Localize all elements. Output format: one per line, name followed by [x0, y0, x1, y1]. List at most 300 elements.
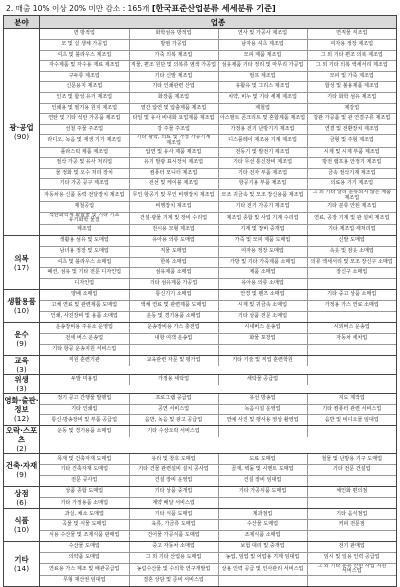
grid-row [40, 212, 396, 224]
industry-cell: 무형 재산권 임대업 [40, 576, 129, 587]
section-row [4, 542, 397, 587]
industry-cell: 운송장비용 주유소 운영업 [40, 323, 129, 334]
industry-cell: 절삭 가공 및 유사 처리업 [40, 158, 129, 169]
industry-cell: 펄프 제조업 [218, 71, 307, 82]
grid-row [40, 394, 396, 405]
industry-cell: 기타 기술 및 직업 훈련학원 [218, 356, 307, 367]
table-body [4, 29, 397, 587]
industry-cell: 신발 도매업 [307, 236, 396, 247]
industry-cell: 전문 공사업 [40, 476, 129, 487]
grid-row [40, 71, 396, 82]
industry-cell: 방염 가공업 [129, 40, 218, 51]
industry-cell: 생활용 섬유 및 도매업 [40, 236, 129, 247]
industry-cell: 그 외 기타 편조 의복 제조업 [307, 50, 396, 61]
industry-cell: 의류 액세서리 및 모조 장신구 소매업 [307, 257, 396, 268]
industry-cell: 연사 및 가공사 제조업 [218, 29, 307, 40]
industry-cell: 프로그램 공급업 [129, 394, 218, 405]
industry-cell: 농림수산물 및 수의학 연구개발업 [129, 563, 218, 575]
industry-cell: 운동 및 경기용품 소매업 [129, 311, 218, 322]
industry-cell: 합성 및 불용제품 제조업 [307, 82, 396, 93]
industry-table [3, 15, 397, 587]
section-name: 오락·스포츠 [5, 426, 38, 445]
industry-cell: 자수제품 및 자수용 재료 제조업 [40, 61, 129, 72]
grid-row [40, 344, 396, 355]
grid-row [40, 415, 396, 426]
section-grid [40, 290, 397, 323]
industry-cell: 기타 무선 통신장비 제조업 [218, 158, 307, 169]
section-category [4, 426, 40, 454]
industry-cell: 기타 섬유제품 가공업 [129, 278, 218, 289]
industry-cell: 남녀용 정장 및 도매업 [40, 247, 129, 258]
section-name: 의복 [14, 253, 29, 263]
industry-cell: 내항 여객 운송업 [129, 333, 218, 344]
section-count: (90) [13, 132, 30, 142]
industry-cell: 임시 및 일용 인력 공급업 [307, 553, 396, 564]
grid-row [40, 290, 396, 301]
industry-cell: 라디오, 녹음 및 재생 기기 제조업 [40, 135, 129, 147]
industry-cell: 항공기용 부품 제조업 [218, 179, 307, 190]
section-count: (14) [13, 564, 30, 574]
section-count: (12) [13, 413, 30, 423]
industry-cell: 통신·방송장비 및 부품 공급업 [40, 415, 129, 426]
section-grid [40, 487, 397, 509]
grid-row [40, 124, 396, 135]
grid-row [40, 82, 396, 93]
industry-cell [307, 476, 396, 487]
industry-cell [218, 498, 307, 509]
industry-cell [307, 576, 396, 587]
industry-cell: 연료용 가스 제조 및 배관공급업 [40, 563, 129, 575]
industry-cell: 기타 전자 부품 제조업 [218, 168, 307, 179]
industry-cell: 섬유제품 소매업 [129, 268, 218, 279]
industry-cell: 그 외 기타 달리 분류되지 않은 제품 제조업 [307, 190, 396, 202]
industry-cell: 연결 및 전환장치 제조업 [307, 124, 396, 135]
industry-grid [40, 236, 396, 289]
industry-cell: 물 정화 및 오수 처리 장치 [40, 168, 129, 179]
industry-cell: 기타 광학, 의료 및 가정 가공기계 제조업 [129, 135, 218, 147]
grid-row [40, 179, 396, 190]
section-grid [40, 29, 397, 236]
grid-row [40, 563, 396, 575]
industry-cell: 셔츠 및 블라우스 소매업 [40, 257, 129, 268]
industry-cell: 가죽 및 모피 제품 도매업 [218, 236, 307, 247]
grid-row [40, 268, 396, 279]
industry-cell: 유활유 및 그리스 제조업 [218, 82, 307, 93]
section-name: 건축·자재 [5, 461, 38, 471]
section-row [4, 355, 397, 374]
industry-cell: 기타 제조업 재처리업 [327, 226, 376, 233]
section-count: (10) [13, 525, 30, 535]
industry-cell: 모피 제품 제조업 [218, 50, 307, 61]
industry-cell: 육류, 가금류 도매업 [129, 520, 218, 531]
industry-grid [40, 323, 396, 355]
industry-cell: 여자용 정장 제조업 [307, 40, 396, 51]
industry-cell: 열간 압연 및 압출제품 제조업 [129, 103, 218, 114]
industry-cell [218, 344, 307, 355]
industry-cell: 전기 판매업 [307, 542, 396, 553]
grid-row [40, 333, 396, 344]
industry-grid [40, 290, 396, 322]
industry-cell: 기타 가정용품 소매업 [40, 498, 129, 509]
grid-row [40, 257, 396, 268]
industry-cell: 정기 공고 간행물 발행업 [40, 394, 129, 405]
industry-cell: 패션, 섬유 및 기타 전문 디자인업 [40, 268, 129, 279]
industry-cell: 기타 전기 가공기 제조업 [218, 202, 307, 213]
industry-cell: 기타 인쇄업 [40, 404, 129, 415]
grid-row [40, 236, 396, 247]
grid-row [40, 542, 396, 553]
section-row [4, 322, 397, 355]
industry-cell: 기타 식품 도매업 [129, 509, 218, 520]
industry-cell: 연탄 및 기타 석탄 가공품 제조업 [40, 114, 129, 125]
industry-cell: 그 외 기타 산업용 도매업 [129, 553, 218, 564]
section-count: (10) [13, 305, 30, 315]
industry-cell: 커피 전문점 [307, 520, 396, 531]
section-grid [40, 509, 397, 542]
section-grid [40, 393, 397, 426]
industry-cell: 안경 및 렌즈 소매업 [218, 290, 307, 301]
industry-cell [307, 356, 396, 367]
industry-cell: 공연 서비스업 [129, 404, 218, 415]
industry-cell: 가죽 의복 제조업 [129, 50, 218, 61]
industry-cell [307, 498, 396, 509]
industry-cell: 선철 주물 주조업 [40, 124, 129, 135]
industry-cell: 기타 중고 상품 소매업 [307, 290, 396, 301]
industry-cell: 인조 및 합성 유기 제조업 [40, 93, 129, 104]
section-row [4, 393, 397, 426]
industry-cell: 셔츠 및 블라우스 제조업 [40, 50, 129, 61]
industry-cell: 액체 연료 및 관련제품 도매업 [129, 301, 218, 312]
section-row [4, 374, 397, 393]
industry-cell: 전동기 및 발전기 제조업 [218, 147, 307, 158]
section-category [4, 355, 40, 374]
industry-cell: 무인 항공기 및 무인 비행장치 제조업 [129, 190, 218, 202]
industry-cell: 양배 소매업 [40, 290, 129, 301]
industry-cell: 건설 장비 운영업 [129, 476, 218, 487]
section-row [4, 454, 397, 487]
industry-cell: 기타 항공 운송지원 서비스업 [40, 344, 129, 355]
industry-cell: 기타 상품 중개업 [129, 487, 218, 498]
industry-cell: 금형 및 주형 제조업 [307, 135, 396, 147]
industry-cell: 직물 도매업 [129, 247, 218, 258]
industry-cell: 곡물 및 식물 도매업 [40, 520, 129, 531]
header-industry: 업종 [40, 16, 397, 29]
grid-row [40, 114, 396, 125]
industry-cell: 기타 상품 전문 소매업 [218, 311, 307, 322]
section-grid [40, 355, 397, 374]
industry-cell: 기타 건물 관련설비 설치 공사업 [129, 465, 218, 476]
industry-cell: 면직물 직조업 [307, 29, 396, 40]
industry-cell: 상품 종합 도매업 [40, 487, 129, 498]
industry-cell: 과실, 채소 도매업 [40, 509, 129, 520]
industry-cell: 기타 가공 공구 제조업 [40, 179, 129, 190]
grid-row [40, 135, 396, 147]
section-category [4, 29, 40, 236]
section-count: (6) [16, 497, 27, 507]
section-category [4, 322, 40, 355]
grid-row [40, 147, 396, 158]
industry-cell: 강 주물 주조업 [129, 124, 218, 135]
industry-cell: 플라스틱 제품 제조업 [40, 147, 129, 158]
grid-row [40, 224, 396, 235]
industry-cell: 기타 수상오락 서비스업 [129, 426, 218, 437]
industry-cell: 기계 및 장비 중개업 [218, 224, 307, 235]
section-row [4, 487, 397, 509]
section-grid [40, 374, 397, 393]
grid-row [40, 426, 396, 437]
industry-cell: 건어물 가공식품 도매업 [129, 531, 218, 542]
industry-cell: 연료, 공장 기계 및 관 설비 제조업 [307, 212, 396, 224]
industry-cell: 전세 버스 운송업 [40, 333, 129, 344]
section-grid [40, 426, 397, 454]
industry-cell: 고체 연료 및 관련제품 도매업 [40, 301, 129, 312]
industry-cell [307, 344, 396, 355]
section-name: 교육 [14, 355, 29, 365]
grid-row [40, 247, 396, 258]
industry-cell: 장신구 소매업 [307, 268, 396, 279]
industry-grid [40, 509, 396, 541]
industry-cell: 체인화 편의점 [307, 487, 396, 498]
industry-cell: 통신기기 소매업 [129, 290, 218, 301]
industry-cell: 수산물 도매업 [40, 542, 129, 553]
industry-cell: 유리 및 창호 도매업 [129, 454, 218, 465]
industry-cell: 제조업 종합 및 사업 기계 수리업 [218, 212, 307, 224]
industry-cell: 그 외 기타 분류 안된 사업 지원 서비스업 [307, 563, 396, 575]
grid-row [40, 50, 396, 61]
section-name: 영화·출판·정보 [4, 395, 39, 414]
grid-row [40, 553, 396, 564]
industry-cell: 전선 및 케이블 제조업 [129, 179, 218, 190]
header-field: 분야 [4, 16, 40, 29]
industry-cell: 제품 소매업 [218, 268, 307, 279]
industry-cell: 가방 및 기타 가죽제품 소매업 [218, 257, 307, 268]
grid-row [40, 375, 396, 386]
grid-row [40, 190, 396, 202]
industry-grid [40, 487, 396, 508]
industry-cell [307, 278, 396, 289]
industry-cell: 전시용 모형 제조업 [129, 224, 218, 235]
industry-cell: 조제식품 소매업 [218, 531, 307, 542]
section-count: (9) [16, 470, 27, 480]
industry-cell: 방전 램프용 안정기 제조업 [307, 158, 396, 169]
section-category [4, 487, 40, 509]
industry-cell [218, 576, 307, 587]
industry-cell: 제과점업 [218, 509, 307, 520]
section-count: (9) [16, 338, 27, 348]
section-name: 광·공업 [9, 123, 34, 133]
section-grid [40, 322, 397, 355]
industry-cell: 시계 및 귀금속 소매업 [218, 301, 307, 312]
title-classification: [한국표준산업분류 세세분류 기준] [151, 3, 276, 13]
industry-cell: 디스플레이 제조용 기계 제조업 [218, 135, 307, 147]
industry-cell: 유아용 의류 도매업 [129, 236, 218, 247]
industry-cell: 기타 인쇄관련 산업 [129, 82, 218, 93]
industry-cell [307, 375, 396, 386]
industry-cell: 수산물 도매업 [218, 520, 307, 531]
industry-cell: 시외버스 운송업 [307, 323, 396, 334]
industry-cell: 섬유제품 기타 정리 및 마무리 가공업 [218, 61, 307, 72]
header-row [4, 16, 397, 29]
industry-cell: 가정용 가스 연료 소매업 [307, 301, 396, 312]
industry-cell: 중고 자동차 소매업 [129, 542, 218, 553]
industry-cell: 세탁물 공급업 [218, 375, 307, 386]
grid-row [40, 454, 396, 465]
grid-row [40, 311, 396, 322]
industry-cell: 음반, 녹음 및 광고 공급업 [129, 415, 218, 426]
industry-cell: 건설 장비 임대업 [218, 476, 307, 487]
industry-cell: 제강업 [307, 103, 396, 114]
industry-cell [307, 311, 396, 322]
industry-cell: 인쇄, 사진장비 및 용품 소매업 [40, 311, 129, 322]
industry-cell: 유기 발광 표시장치 제조업 [129, 158, 218, 169]
industry-cell: 강관 가공품 및 관 연결구류 제조업 [307, 114, 396, 125]
industry-cell: 치약, 비누 및 기타 세제 제조업 [218, 93, 307, 104]
industry-cell: 기타 가공식품 도매업 [218, 487, 307, 498]
industry-cell: 모조 귀금속 및 모조 장신용품 제조업 [218, 190, 307, 202]
industry-grid [40, 454, 396, 486]
industry-cell: 제철공업 [40, 202, 129, 213]
section-name: 상점 [14, 488, 29, 498]
grid-row [40, 40, 396, 51]
grid-row [40, 61, 396, 72]
industry-grid [40, 542, 396, 586]
grid-row [40, 465, 396, 476]
industry-cell: 모 및 실 생체 가공업 [40, 40, 129, 51]
grid-row [40, 278, 396, 289]
industry-cell: 남자용 셔츠 제조업 [218, 40, 307, 51]
industry-cell: 계약 배달 서비스업 [129, 498, 218, 509]
industry-cell: 운송장비용 가스 충전업 [129, 323, 218, 334]
industry-grid [40, 375, 396, 386]
section-name: 운수 [14, 329, 29, 339]
grid-row [40, 498, 396, 509]
industry-cell [307, 426, 396, 437]
grid-row [40, 509, 396, 520]
industry-cell: 연예 사진 및 행사용 영상 촬영업 [218, 415, 307, 426]
industry-cell: 석탄화학계 화합물 및 기타 기초 유기화학 물질 [40, 212, 129, 224]
grid-row [40, 93, 396, 104]
industry-cell: 화장품 제조업 [129, 93, 218, 104]
section-name: 식품 [14, 516, 29, 526]
section-category [4, 509, 40, 542]
industry-grid [40, 356, 396, 367]
industry-cell [129, 344, 218, 355]
industry-cell: 신문용지 제조업 [40, 82, 129, 93]
section-grid [40, 454, 397, 487]
grid-row [40, 487, 396, 498]
section-category [4, 290, 40, 323]
section-name: 생활용품 [7, 296, 36, 306]
industry-cell: 의약품 도매업 [40, 553, 129, 564]
industry-cell: 컴퓨터 모니터 제조업 [129, 168, 218, 179]
industry-cell: 교육관련 자문 및 평가업 [129, 356, 218, 367]
section-grid [40, 236, 397, 290]
industry-cell: 화학섬유 방적업 [129, 29, 218, 40]
industry-cell: 기타 건축자재 도매업 [40, 465, 129, 476]
industry-cell: 한복 소매업 [129, 257, 218, 268]
section-row [4, 29, 397, 236]
industry-cell: 음반 및 비디오물 임대업 [324, 416, 379, 423]
industry-cell: 보험 대리 및 중개업 [218, 542, 307, 553]
industry-cell: 인쇄용 및 필기용 원지 제조업 [40, 103, 129, 114]
industry-cell: 기타 신발 제조업 [129, 71, 218, 82]
section-count: (3) [16, 383, 27, 393]
industry-cell: 결혼 상담 및 준비 서비스업 [129, 576, 218, 587]
grid-row [40, 202, 396, 213]
industry-cell: 타일 및 유사 비내화 요업제품 제조업 [129, 114, 218, 125]
industry-cell [307, 531, 396, 542]
industry-cell: 식용 수산물 및 조제식품 판매업 [40, 531, 129, 542]
grid-row [40, 103, 396, 114]
grid-row [40, 158, 396, 169]
industry-cell: 제철업 [218, 103, 307, 114]
industry-cell: 기타 전문 건설업 [307, 465, 396, 476]
section-count: (3) [16, 364, 27, 374]
industry-cell: 농업, 임업 및 어업용 기계 임대업 [218, 553, 307, 564]
industry-cell [218, 426, 307, 437]
industry-cell: 기타 분류 안된 제조업 [307, 202, 396, 213]
section-row [4, 236, 397, 290]
industry-cell: 두발 미용업 [40, 375, 129, 386]
grid-row [40, 323, 396, 334]
industry-cell: 도료 도매업 [218, 454, 307, 465]
industry-cell: 의료용 기기 제조업 [307, 179, 396, 190]
industry-cell: 구두류 제조업 [40, 71, 129, 82]
grid-row [40, 168, 396, 179]
industry-cell: 제조업 [40, 224, 129, 235]
section-category [4, 542, 40, 587]
industry-cell: 건설·광물 기계 및 장비 수리업 [129, 212, 218, 224]
industry-cell: 디자인업 [40, 278, 129, 289]
industry-cell: 목재 및 건축자재 도매업 [40, 454, 129, 465]
grid-row [40, 476, 396, 487]
industry-cell: 시계 및 시계 부품 제조업 [307, 147, 396, 158]
industry-cell: 상용 인력 공급 및 인사관리 서비스업 [218, 563, 307, 575]
industry-cell: 지도 제작업 [307, 394, 396, 405]
section-row [4, 426, 397, 454]
section-name: 위생 [14, 374, 29, 384]
section-count: (17) [13, 262, 30, 272]
title-prefix: 2. 매출 10% 이상 20% 미만 감소 : 165개 [6, 4, 150, 13]
industry-cell: 압연 및 유사 제품 제조업 [129, 147, 218, 158]
industry-cell: 자동차 세차업 [307, 333, 396, 344]
industry-cell: 기타 화학 섬유 제조업 [307, 93, 396, 104]
industry-cell: 가정용 세탁업 [129, 375, 218, 386]
industry-cell: 유아용 의류 소매업 [218, 278, 307, 289]
industry-cell: 운동 및 경기용품 소매업 [40, 426, 129, 437]
industry-cell: 그 외 기타 의복 액세서리 제조업 [307, 61, 396, 72]
industry-cell: 자동차용 신품 동력 전달장치 제조업 [40, 190, 129, 202]
industry-cell: 유선 방송업 [218, 394, 307, 405]
industry-cell: 화물 포장업 [218, 333, 307, 344]
industry-cell: 직원 훈련기관 [40, 356, 129, 367]
grid-row [40, 29, 396, 40]
section-count: (2) [16, 444, 27, 454]
section-grid [40, 542, 397, 587]
industry-cell: 금속 절삭기계 제조업 [307, 168, 396, 179]
industry-grid [40, 394, 396, 426]
industry-grid [40, 426, 396, 437]
industry-cell: 비행장치 제조업 [129, 202, 218, 213]
industry-cell: 녹음시설 운영업 [218, 404, 307, 415]
grid-row [40, 356, 396, 367]
industry-grid [40, 29, 396, 235]
industry-cell: 가정용 전기 난방기기 제조업 [218, 124, 307, 135]
industry-cell: 면 방적업 [40, 29, 129, 40]
industry-cell: 시내버스 운송업 [218, 323, 307, 334]
grid-row [40, 576, 396, 587]
industry-cell: 골재, 벽돌 및 시멘트 도매업 [218, 465, 307, 476]
